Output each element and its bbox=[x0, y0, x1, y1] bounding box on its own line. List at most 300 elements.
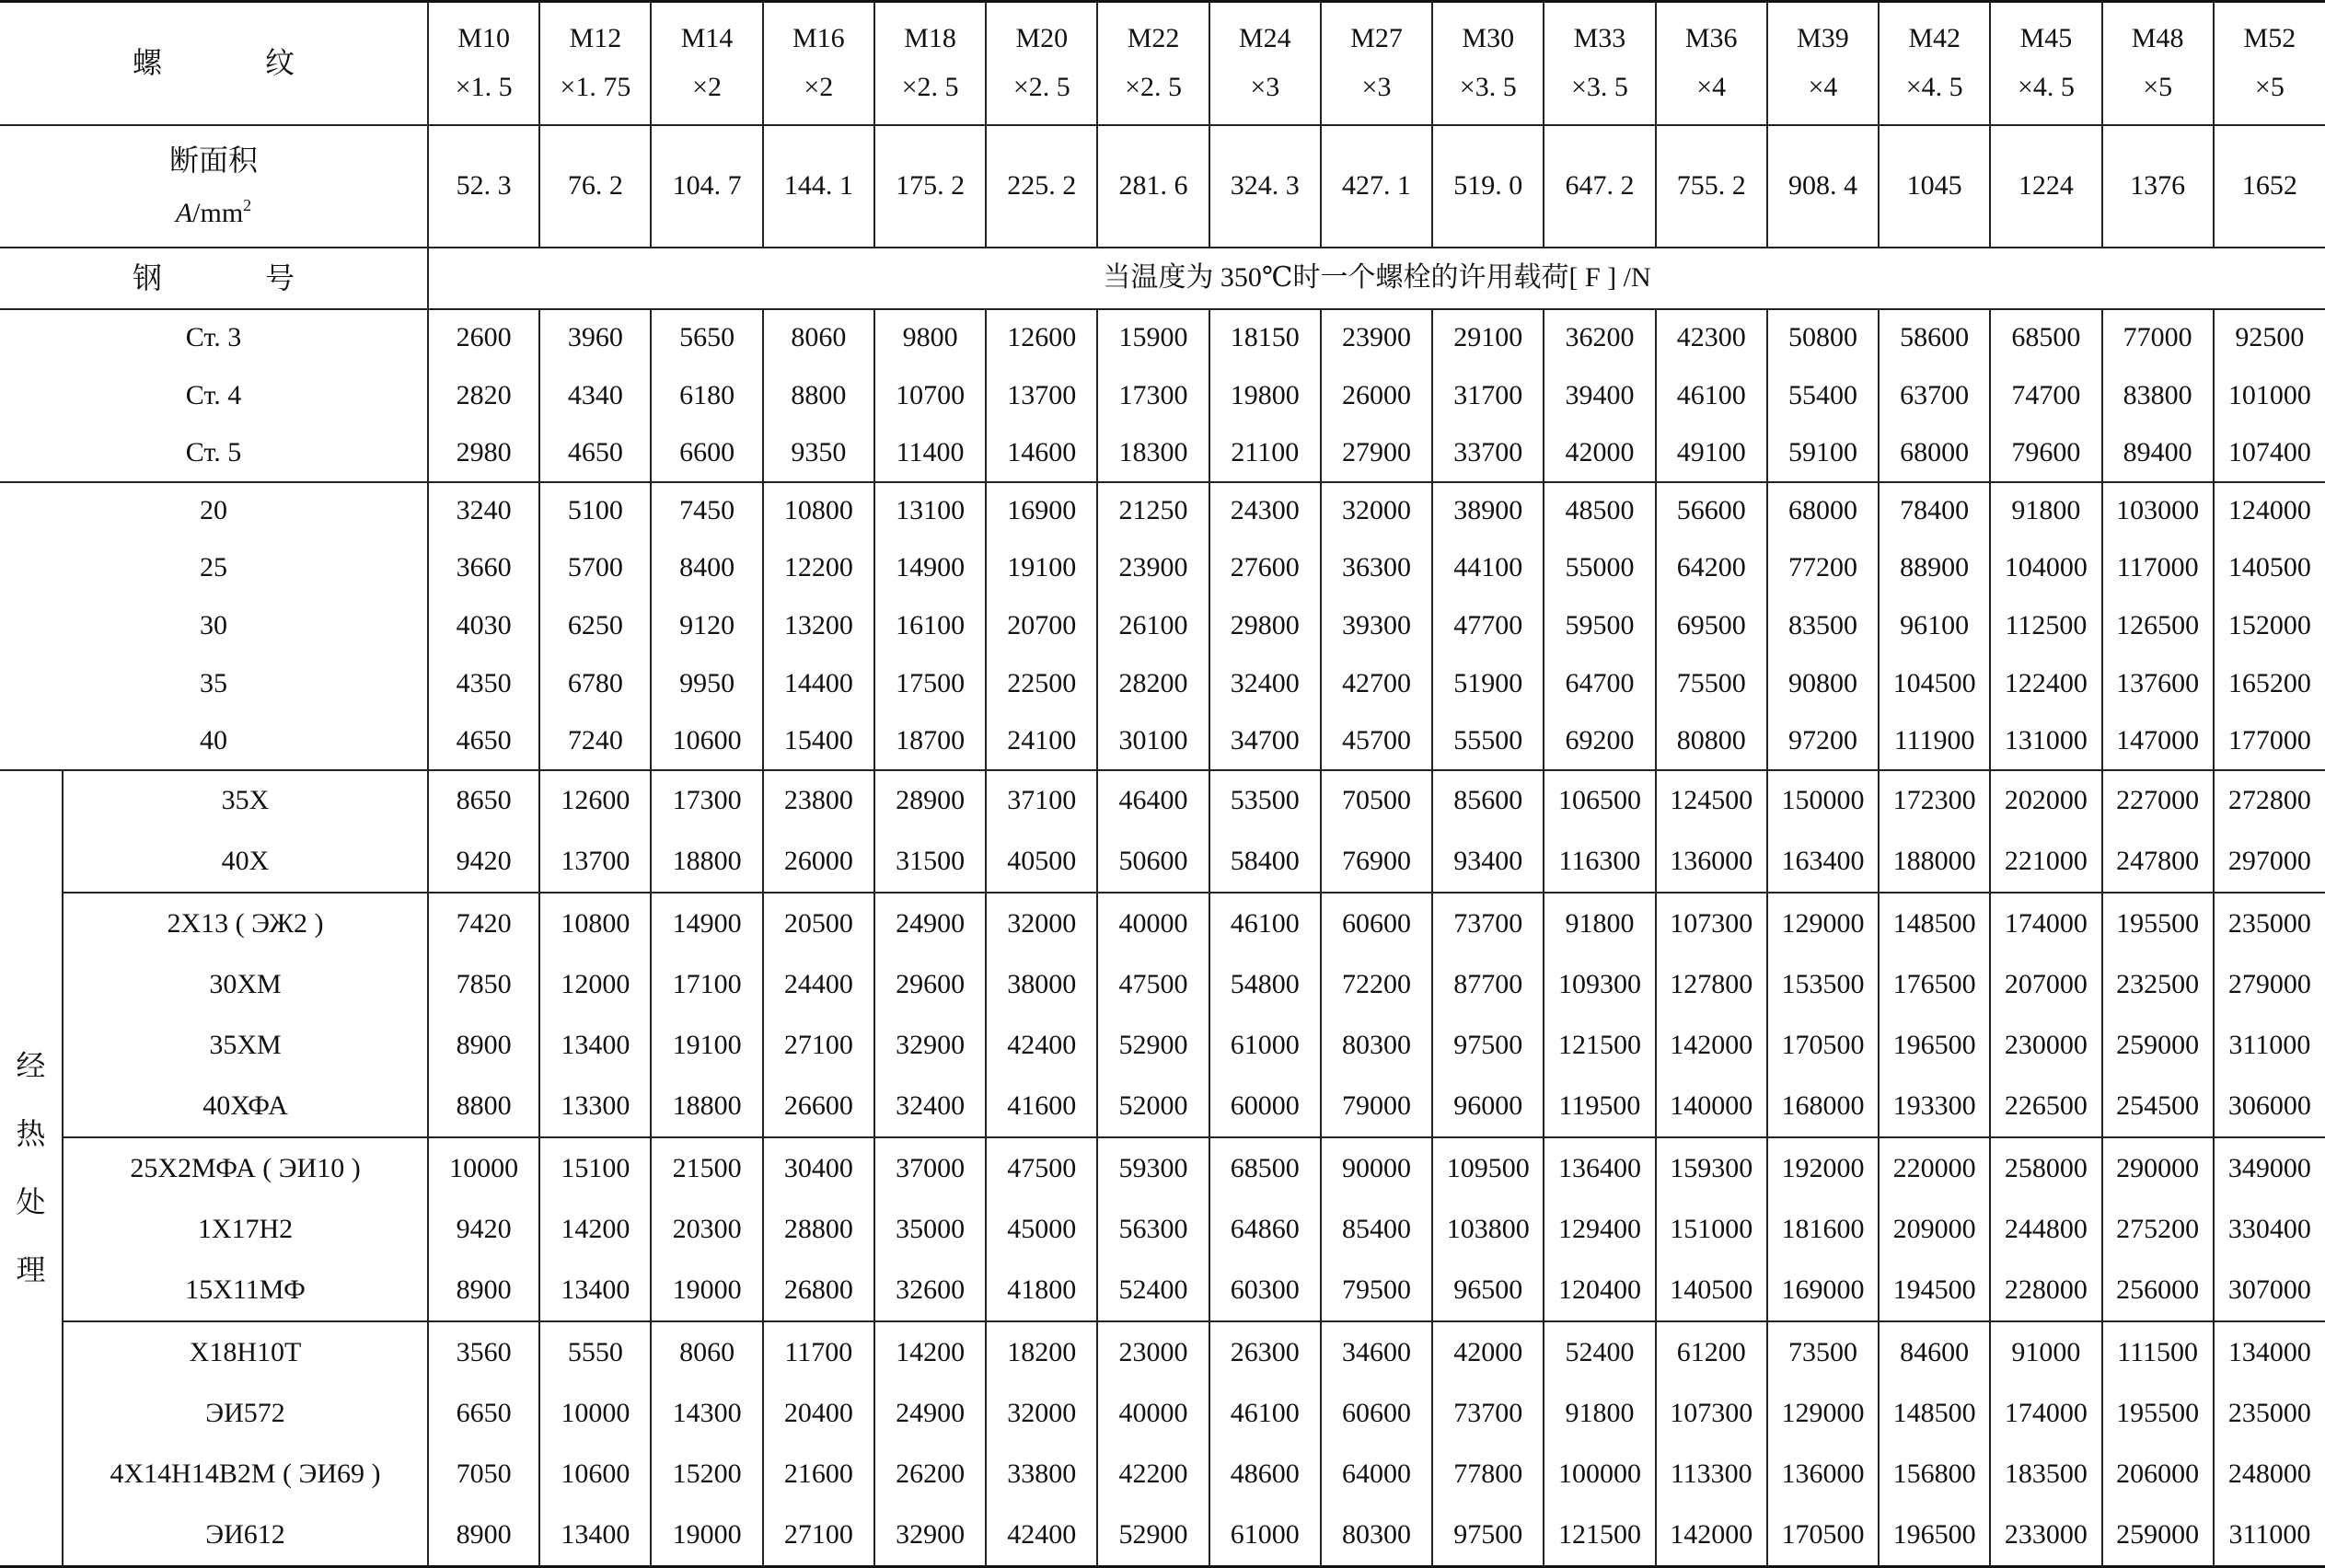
allowable-load-value: 44100 bbox=[1432, 539, 1544, 597]
area-value: 52. 3 bbox=[428, 125, 539, 248]
allowable-load-value: 13400 bbox=[539, 1015, 651, 1077]
allowable-load-value: 92500 bbox=[2214, 309, 2325, 367]
allowable-load-value: 14400 bbox=[763, 654, 874, 712]
allowable-load-value: 106500 bbox=[1544, 770, 1655, 832]
allowable-load-value: 121500 bbox=[1544, 1015, 1655, 1077]
allowable-load-value: 27600 bbox=[1209, 539, 1321, 597]
allowable-load-value: 42200 bbox=[1097, 1444, 1209, 1505]
allowable-load-value: 77200 bbox=[1767, 539, 1879, 597]
allowable-load-value: 11400 bbox=[874, 424, 986, 482]
thread-size: M48 bbox=[2131, 23, 2184, 54]
allowable-load-value: 61000 bbox=[1209, 1015, 1321, 1077]
allowable-load-value: 121500 bbox=[1544, 1505, 1655, 1567]
allowable-load-value: 129000 bbox=[1767, 1382, 1879, 1444]
area-value: 1652 bbox=[2214, 125, 2325, 248]
area-unit-text: /mm bbox=[192, 197, 244, 228]
allowable-load-value: 59300 bbox=[1097, 1137, 1209, 1199]
allowable-load-value: 4650 bbox=[428, 712, 539, 770]
allowable-load-value: 9420 bbox=[428, 1199, 539, 1261]
thread-size: M39 bbox=[1797, 23, 1849, 54]
area-value: 519. 0 bbox=[1432, 125, 1544, 248]
thread-size-cell bbox=[1656, 2, 1767, 125]
allowable-load-value: 227000 bbox=[2102, 770, 2214, 832]
area-value: 755. 2 bbox=[1656, 125, 1767, 248]
steel-row bbox=[0, 424, 2325, 482]
allowable-load-value: 290000 bbox=[2102, 1137, 2214, 1199]
allowable-load-value: 60600 bbox=[1321, 1382, 1432, 1444]
allowable-load-value: 26000 bbox=[1321, 366, 1432, 424]
steel-grade: 4Х14Н14В2М ( ЭИ69 ) bbox=[63, 1444, 428, 1505]
allowable-load-value: 15100 bbox=[539, 1137, 651, 1199]
thread-size: M52 bbox=[2243, 23, 2296, 54]
area-value: 324. 3 bbox=[1209, 125, 1321, 248]
allowable-load-value: 192000 bbox=[1767, 1137, 1879, 1199]
allowable-load-value: 58600 bbox=[1879, 309, 1990, 367]
allowable-load-value: 22500 bbox=[986, 654, 1097, 712]
allowable-load-value: 20700 bbox=[986, 597, 1097, 655]
allowable-load-value: 196500 bbox=[1879, 1505, 1990, 1567]
allowable-load-value: 10700 bbox=[874, 366, 986, 424]
load-title: 当温度为 350℃时一个螺栓的许用载荷[ F ] /N bbox=[428, 248, 2325, 309]
allowable-load-value: 14900 bbox=[651, 893, 762, 954]
allowable-load-value: 156800 bbox=[1879, 1444, 1990, 1505]
thread-size: M33 bbox=[1573, 23, 1626, 54]
area-value: 1045 bbox=[1879, 125, 1990, 248]
allowable-load-value: 221000 bbox=[1990, 831, 2101, 893]
thread-size: M12 bbox=[569, 23, 622, 54]
allowable-load-value: 165200 bbox=[2214, 654, 2325, 712]
allowable-load-value: 29800 bbox=[1209, 597, 1321, 655]
thread-pitch: ×2. 5 bbox=[901, 71, 959, 102]
allowable-load-value: 80300 bbox=[1321, 1015, 1432, 1077]
thread-size: M14 bbox=[680, 23, 734, 54]
allowable-load-value: 24100 bbox=[986, 712, 1097, 770]
allowable-load-value: 244800 bbox=[1990, 1199, 2101, 1261]
heat-treated-steel-row bbox=[0, 1015, 2325, 1077]
allowable-load-value: 24900 bbox=[874, 1382, 986, 1444]
heat-treated-steel-row bbox=[0, 1199, 2325, 1261]
thread-pitch: ×2 bbox=[804, 71, 834, 102]
heat-treated-char: 理 bbox=[16, 1253, 46, 1287]
allowable-load-value: 12600 bbox=[539, 770, 651, 832]
allowable-load-value: 129000 bbox=[1767, 893, 1879, 954]
allowable-load-value: 220000 bbox=[1879, 1137, 1990, 1199]
allowable-load-value: 111900 bbox=[1879, 712, 1990, 770]
allowable-load-value: 111500 bbox=[2102, 1321, 2214, 1383]
allowable-load-value: 18800 bbox=[651, 1077, 762, 1138]
allowable-load-value: 124500 bbox=[1656, 770, 1767, 832]
allowable-load-value: 85600 bbox=[1432, 770, 1544, 832]
allowable-load-value: 8800 bbox=[428, 1077, 539, 1138]
area-value: 1224 bbox=[1990, 125, 2101, 248]
thread-pitch: ×2 bbox=[692, 71, 723, 102]
steel-grade: 30 bbox=[200, 610, 227, 641]
allowable-load-value: 311000 bbox=[2214, 1505, 2325, 1567]
allowable-load-value: 7420 bbox=[428, 893, 539, 954]
allowable-load-value: 28900 bbox=[874, 770, 986, 832]
allowable-load-value: 279000 bbox=[2214, 953, 2325, 1015]
area-label: 断面积 bbox=[169, 143, 259, 177]
allowable-load-value: 47700 bbox=[1432, 597, 1544, 655]
thread-label-text: 螺 纹 bbox=[133, 46, 343, 80]
thread-pitch: ×4 bbox=[1696, 71, 1727, 102]
allowable-load-value: 18200 bbox=[986, 1321, 1097, 1383]
allowable-load-value: 24400 bbox=[763, 953, 874, 1015]
allowable-load-value: 169000 bbox=[1767, 1260, 1879, 1321]
allowable-load-value: 258000 bbox=[1990, 1137, 2101, 1199]
allowable-load-value: 12600 bbox=[986, 309, 1097, 367]
allowable-load-value: 97500 bbox=[1432, 1505, 1544, 1567]
allowable-load-value: 36300 bbox=[1321, 539, 1432, 597]
allowable-load-value: 193300 bbox=[1879, 1077, 1990, 1138]
allowable-load-value: 103000 bbox=[2102, 482, 2214, 540]
allowable-load-value: 70500 bbox=[1321, 770, 1432, 832]
allowable-load-value: 170500 bbox=[1767, 1505, 1879, 1567]
allowable-load-value: 159300 bbox=[1656, 1137, 1767, 1199]
allowable-load-value: 8900 bbox=[428, 1505, 539, 1567]
allowable-load-value: 8900 bbox=[428, 1015, 539, 1077]
area-value: 225. 2 bbox=[986, 125, 1097, 248]
allowable-load-value: 21250 bbox=[1097, 482, 1209, 540]
allowable-load-value: 68500 bbox=[1990, 309, 2101, 367]
thread-size: M10 bbox=[457, 23, 510, 54]
allowable-load-value: 109300 bbox=[1544, 953, 1655, 1015]
area-value: 76. 2 bbox=[539, 125, 651, 248]
thread-size: M42 bbox=[1908, 23, 1961, 54]
allowable-load-value: 104500 bbox=[1879, 654, 1990, 712]
allowable-load-value: 230000 bbox=[1990, 1015, 2101, 1077]
allowable-load-value: 34600 bbox=[1321, 1321, 1432, 1383]
allowable-load-value: 174000 bbox=[1990, 893, 2101, 954]
thread-size: M20 bbox=[1015, 23, 1069, 54]
allowable-load-value: 32000 bbox=[1321, 482, 1432, 540]
area-unit-variable: A bbox=[175, 197, 193, 228]
allowable-load-value: 46100 bbox=[1656, 366, 1767, 424]
allowable-load-value: 52400 bbox=[1544, 1321, 1655, 1383]
allowable-load-value: 91800 bbox=[1544, 893, 1655, 954]
allowable-load-value: 84600 bbox=[1879, 1321, 1990, 1383]
thread-size: M27 bbox=[1350, 23, 1403, 54]
area-value: 908. 4 bbox=[1767, 125, 1879, 248]
thread-pitch: ×4. 5 bbox=[1905, 71, 1963, 102]
thread-pitch: ×4. 5 bbox=[2017, 71, 2075, 102]
allowable-load-value: 177000 bbox=[2214, 712, 2325, 770]
allowable-load-value: 307000 bbox=[2214, 1260, 2325, 1321]
allowable-load-value: 42000 bbox=[1544, 424, 1655, 482]
allowable-load-value: 207000 bbox=[1990, 953, 2101, 1015]
allowable-load-value: 10600 bbox=[539, 1444, 651, 1505]
steel-grade: 35Х bbox=[63, 770, 428, 832]
allowable-load-value: 37000 bbox=[874, 1137, 986, 1199]
allowable-load-value: 9350 bbox=[763, 424, 874, 482]
allowable-load-value: 32900 bbox=[874, 1015, 986, 1077]
allowable-load-value: 35000 bbox=[874, 1199, 986, 1261]
allowable-load-value: 97200 bbox=[1767, 712, 1879, 770]
allowable-load-value: 68500 bbox=[1209, 1137, 1321, 1199]
allowable-load-value: 129400 bbox=[1544, 1199, 1655, 1261]
allowable-load-value: 23000 bbox=[1097, 1321, 1209, 1383]
thread-pitch: ×5 bbox=[2254, 71, 2285, 102]
allowable-load-value: 172300 bbox=[1879, 770, 1990, 832]
allowable-load-value: 61200 bbox=[1656, 1321, 1767, 1383]
allowable-load-value: 5700 bbox=[539, 539, 651, 597]
heat-treated-char: 热 bbox=[16, 1117, 46, 1151]
allowable-load-value: 28800 bbox=[763, 1199, 874, 1261]
allowable-load-value: 60300 bbox=[1209, 1260, 1321, 1321]
thread-size-cell bbox=[539, 2, 651, 125]
allowable-load-value: 126500 bbox=[2102, 597, 2214, 655]
allowable-load-value: 6600 bbox=[651, 424, 762, 482]
allowable-load-value: 131000 bbox=[1990, 712, 2101, 770]
allowable-load-value: 21100 bbox=[1209, 424, 1321, 482]
area-value: 427. 1 bbox=[1321, 125, 1432, 248]
steel-grade: 20 bbox=[0, 482, 428, 540]
area-value: 647. 2 bbox=[1544, 125, 1655, 248]
allowable-load-value: 103800 bbox=[1432, 1199, 1544, 1261]
area-value: 144. 1 bbox=[763, 125, 874, 248]
allowable-load-value: 254500 bbox=[2102, 1077, 2214, 1138]
allowable-load-value: 107300 bbox=[1656, 1382, 1767, 1444]
allowable-load-value: 64000 bbox=[1321, 1444, 1432, 1505]
allowable-load-value: 46400 bbox=[1097, 770, 1209, 832]
allowable-load-value: 27900 bbox=[1321, 424, 1432, 482]
allowable-load-value: 19000 bbox=[651, 1260, 762, 1321]
allowable-load-value: 235000 bbox=[2214, 1382, 2325, 1444]
allowable-load-value: 5100 bbox=[539, 482, 651, 540]
thread-size-cell bbox=[2214, 2, 2325, 125]
allowable-load-value: 39400 bbox=[1544, 366, 1655, 424]
allowable-load-value: 93400 bbox=[1432, 831, 1544, 893]
thread-size-cell bbox=[428, 2, 539, 125]
allowable-load-value: 330400 bbox=[2214, 1199, 2325, 1261]
allowable-load-value: 311000 bbox=[2214, 1015, 2325, 1077]
allowable-load-value: 233000 bbox=[1990, 1505, 2101, 1567]
steel-grade: Ст. 5 bbox=[185, 436, 242, 467]
allowable-load-value: 226500 bbox=[1990, 1077, 2101, 1138]
allowable-load-value: 73700 bbox=[1432, 893, 1544, 954]
allowable-load-value: 24300 bbox=[1209, 482, 1321, 540]
allowable-load-value: 10600 bbox=[651, 712, 762, 770]
thread-pitch: ×1. 75 bbox=[560, 71, 631, 102]
allowable-load-value: 40000 bbox=[1097, 1382, 1209, 1444]
allowable-load-value: 83500 bbox=[1767, 597, 1879, 655]
allowable-load-value: 174000 bbox=[1990, 1382, 2101, 1444]
heat-treated-label bbox=[0, 770, 63, 1567]
allowable-load-value: 31700 bbox=[1432, 366, 1544, 424]
allowable-load-value: 45700 bbox=[1321, 712, 1432, 770]
allowable-load-value: 91800 bbox=[1990, 482, 2101, 540]
allowable-load-value: 151000 bbox=[1656, 1199, 1767, 1261]
allowable-load-value: 8400 bbox=[651, 539, 762, 597]
allowable-load-value: 147000 bbox=[2102, 712, 2214, 770]
allowable-load-value: 18800 bbox=[651, 831, 762, 893]
thread-size: M45 bbox=[2019, 23, 2073, 54]
allowable-load-value: 41600 bbox=[986, 1077, 1097, 1138]
allowable-load-value: 137600 bbox=[2102, 654, 2214, 712]
allowable-load-value: 183500 bbox=[1990, 1444, 2101, 1505]
thread-size-cell bbox=[2102, 2, 2214, 125]
allowable-load-value: 8060 bbox=[651, 1321, 762, 1383]
allowable-load-value: 17100 bbox=[651, 953, 762, 1015]
steel-grade: 40Х bbox=[63, 831, 428, 893]
allowable-load-value: 18300 bbox=[1097, 424, 1209, 482]
allowable-load-value: 120400 bbox=[1544, 1260, 1655, 1321]
allowable-load-value: 14900 bbox=[874, 539, 986, 597]
allowable-load-value: 7850 bbox=[428, 953, 539, 1015]
allowable-load-value: 2980 bbox=[428, 424, 539, 482]
steel-row bbox=[0, 539, 2325, 597]
allowable-load-value: 124000 bbox=[2214, 482, 2325, 540]
allowable-load-value: 209000 bbox=[1879, 1199, 1990, 1261]
steel-grade: Х18Н10Т bbox=[63, 1321, 428, 1383]
allowable-load-value: 195500 bbox=[2102, 893, 2214, 954]
steel-grade: 1Х17Н2 bbox=[63, 1199, 428, 1261]
steel-row bbox=[0, 366, 2325, 424]
allowable-load-value: 140500 bbox=[2214, 539, 2325, 597]
steel-label-text: 钢 号 bbox=[133, 260, 343, 294]
thread-pitch: ×1. 5 bbox=[455, 71, 513, 102]
allowable-load-value: 20300 bbox=[651, 1199, 762, 1261]
thread-size: M36 bbox=[1684, 23, 1738, 54]
allowable-load-value: 13200 bbox=[763, 597, 874, 655]
allowable-load-value: 17300 bbox=[1097, 366, 1209, 424]
thread-size-cell bbox=[986, 2, 1097, 125]
allowable-load-value: 10000 bbox=[428, 1137, 539, 1199]
allowable-load-value: 17300 bbox=[651, 770, 762, 832]
allowable-load-value: 91800 bbox=[1544, 1382, 1655, 1444]
steel-grade: 25Х2МФА ( ЭИ10 ) bbox=[63, 1137, 428, 1199]
allowable-load-value: 3660 bbox=[428, 539, 539, 597]
heat-treated-steel-row bbox=[0, 1321, 2325, 1383]
allowable-load-value: 8060 bbox=[763, 309, 874, 367]
thread-size: M18 bbox=[904, 23, 956, 54]
allowable-load-value: 13400 bbox=[539, 1505, 651, 1567]
allowable-load-value: 54800 bbox=[1209, 953, 1321, 1015]
allowable-load-value: 117000 bbox=[2102, 539, 2214, 597]
allowable-load-value: 33800 bbox=[986, 1444, 1097, 1505]
allowable-load-value: 32000 bbox=[986, 1382, 1097, 1444]
allowable-load-value: 50600 bbox=[1097, 831, 1209, 893]
thread-size-cell bbox=[1209, 2, 1321, 125]
thread-size: M16 bbox=[792, 23, 845, 54]
allowable-load-value: 11700 bbox=[763, 1321, 874, 1383]
allowable-load-value: 150000 bbox=[1767, 770, 1879, 832]
thread-pitch: ×4 bbox=[1808, 71, 1838, 102]
allowable-load-value: 28200 bbox=[1097, 654, 1209, 712]
allowable-load-value: 196500 bbox=[1879, 1015, 1990, 1077]
thread-size: M24 bbox=[1238, 23, 1291, 54]
allowable-load-value: 46100 bbox=[1209, 893, 1321, 954]
allowable-load-value: 194500 bbox=[1879, 1260, 1990, 1321]
allowable-load-value: 26600 bbox=[763, 1077, 874, 1138]
allowable-load-value: 29100 bbox=[1432, 309, 1544, 367]
area-value: 1376 bbox=[2102, 125, 2214, 248]
allowable-load-value: 248000 bbox=[2214, 1444, 2325, 1505]
allowable-load-value: 55000 bbox=[1544, 539, 1655, 597]
steel-grade: 25 bbox=[200, 552, 227, 583]
allowable-load-value: 3240 bbox=[428, 482, 539, 540]
heat-treated-steel-row bbox=[0, 831, 2325, 893]
allowable-load-value: 5650 bbox=[651, 309, 762, 367]
allowable-load-value: 34700 bbox=[1209, 712, 1321, 770]
allowable-load-value: 61000 bbox=[1209, 1505, 1321, 1567]
thread-pitch: ×2. 5 bbox=[1125, 71, 1182, 102]
steel-grade: 35 bbox=[200, 667, 227, 698]
heat-treated-steel-row bbox=[0, 1260, 2325, 1321]
allowable-load-value: 51900 bbox=[1432, 654, 1544, 712]
steel-row bbox=[0, 654, 2325, 712]
heat-treated-char: 处 bbox=[16, 1185, 46, 1219]
allowable-load-value: 13100 bbox=[874, 482, 986, 540]
allowable-load-value: 119500 bbox=[1544, 1077, 1655, 1138]
heat-treated-steel-row bbox=[0, 953, 2325, 1015]
allowable-load-value: 7240 bbox=[539, 712, 651, 770]
steel-row bbox=[0, 712, 2325, 770]
allowable-load-value: 15200 bbox=[651, 1444, 762, 1505]
allowable-load-value: 21600 bbox=[763, 1444, 874, 1505]
allowable-load-value: 16100 bbox=[874, 597, 986, 655]
allowable-load-value: 29600 bbox=[874, 953, 986, 1015]
allowable-load-value: 12000 bbox=[539, 953, 651, 1015]
allowable-load-value: 107400 bbox=[2214, 424, 2325, 482]
allowable-load-value: 134000 bbox=[2214, 1321, 2325, 1383]
allowable-load-value: 6250 bbox=[539, 597, 651, 655]
allowable-load-value: 19000 bbox=[651, 1505, 762, 1567]
steel-grade: 40ХФА bbox=[63, 1077, 428, 1138]
allowable-load-value: 48500 bbox=[1544, 482, 1655, 540]
allowable-load-value: 56300 bbox=[1097, 1199, 1209, 1261]
allowable-load-value: 52900 bbox=[1097, 1015, 1209, 1077]
allowable-load-value: 15900 bbox=[1097, 309, 1209, 367]
allowable-load-value: 19100 bbox=[651, 1015, 762, 1077]
allowable-load-value: 74700 bbox=[1990, 366, 2101, 424]
thread-size: M22 bbox=[1127, 23, 1180, 54]
allowable-load-value: 142000 bbox=[1656, 1505, 1767, 1567]
allowable-load-value: 14200 bbox=[539, 1199, 651, 1261]
steel-grade: Ст. 4 bbox=[185, 379, 242, 410]
thread-header-label bbox=[0, 2, 428, 125]
allowable-load-value: 152000 bbox=[2214, 597, 2325, 655]
allowable-load-value: 3960 bbox=[539, 309, 651, 367]
heat-treated-steel-row bbox=[0, 893, 2325, 954]
allowable-load-value: 56600 bbox=[1656, 482, 1767, 540]
allowable-load-value: 36200 bbox=[1544, 309, 1655, 367]
allowable-load-value: 55500 bbox=[1432, 712, 1544, 770]
allowable-load-value: 202000 bbox=[1990, 770, 2101, 832]
allowable-load-value: 148500 bbox=[1879, 893, 1990, 954]
allowable-load-value: 42400 bbox=[986, 1505, 1097, 1567]
allowable-load-value: 64700 bbox=[1544, 654, 1655, 712]
area-row bbox=[0, 125, 2325, 248]
allowable-load-value: 228000 bbox=[1990, 1260, 2101, 1321]
allowable-load-value: 60600 bbox=[1321, 893, 1432, 954]
allowable-load-value: 73700 bbox=[1432, 1382, 1544, 1444]
allowable-load-value: 259000 bbox=[2102, 1015, 2214, 1077]
allowable-load-value: 4650 bbox=[539, 424, 651, 482]
allowable-load-value: 85400 bbox=[1321, 1199, 1432, 1261]
area-value: 281. 6 bbox=[1097, 125, 1209, 248]
allowable-load-value: 163400 bbox=[1767, 831, 1879, 893]
allowable-load-value: 116300 bbox=[1544, 831, 1655, 893]
allowable-load-value: 26800 bbox=[763, 1260, 874, 1321]
allowable-load-value: 73500 bbox=[1767, 1321, 1879, 1383]
allowable-load-value: 136400 bbox=[1544, 1137, 1655, 1199]
allowable-load-value: 17500 bbox=[874, 654, 986, 712]
allowable-load-value: 16900 bbox=[986, 482, 1097, 540]
allowable-load-value: 31500 bbox=[874, 831, 986, 893]
allowable-load-value: 52900 bbox=[1097, 1505, 1209, 1567]
allowable-load-value: 168000 bbox=[1767, 1077, 1879, 1138]
